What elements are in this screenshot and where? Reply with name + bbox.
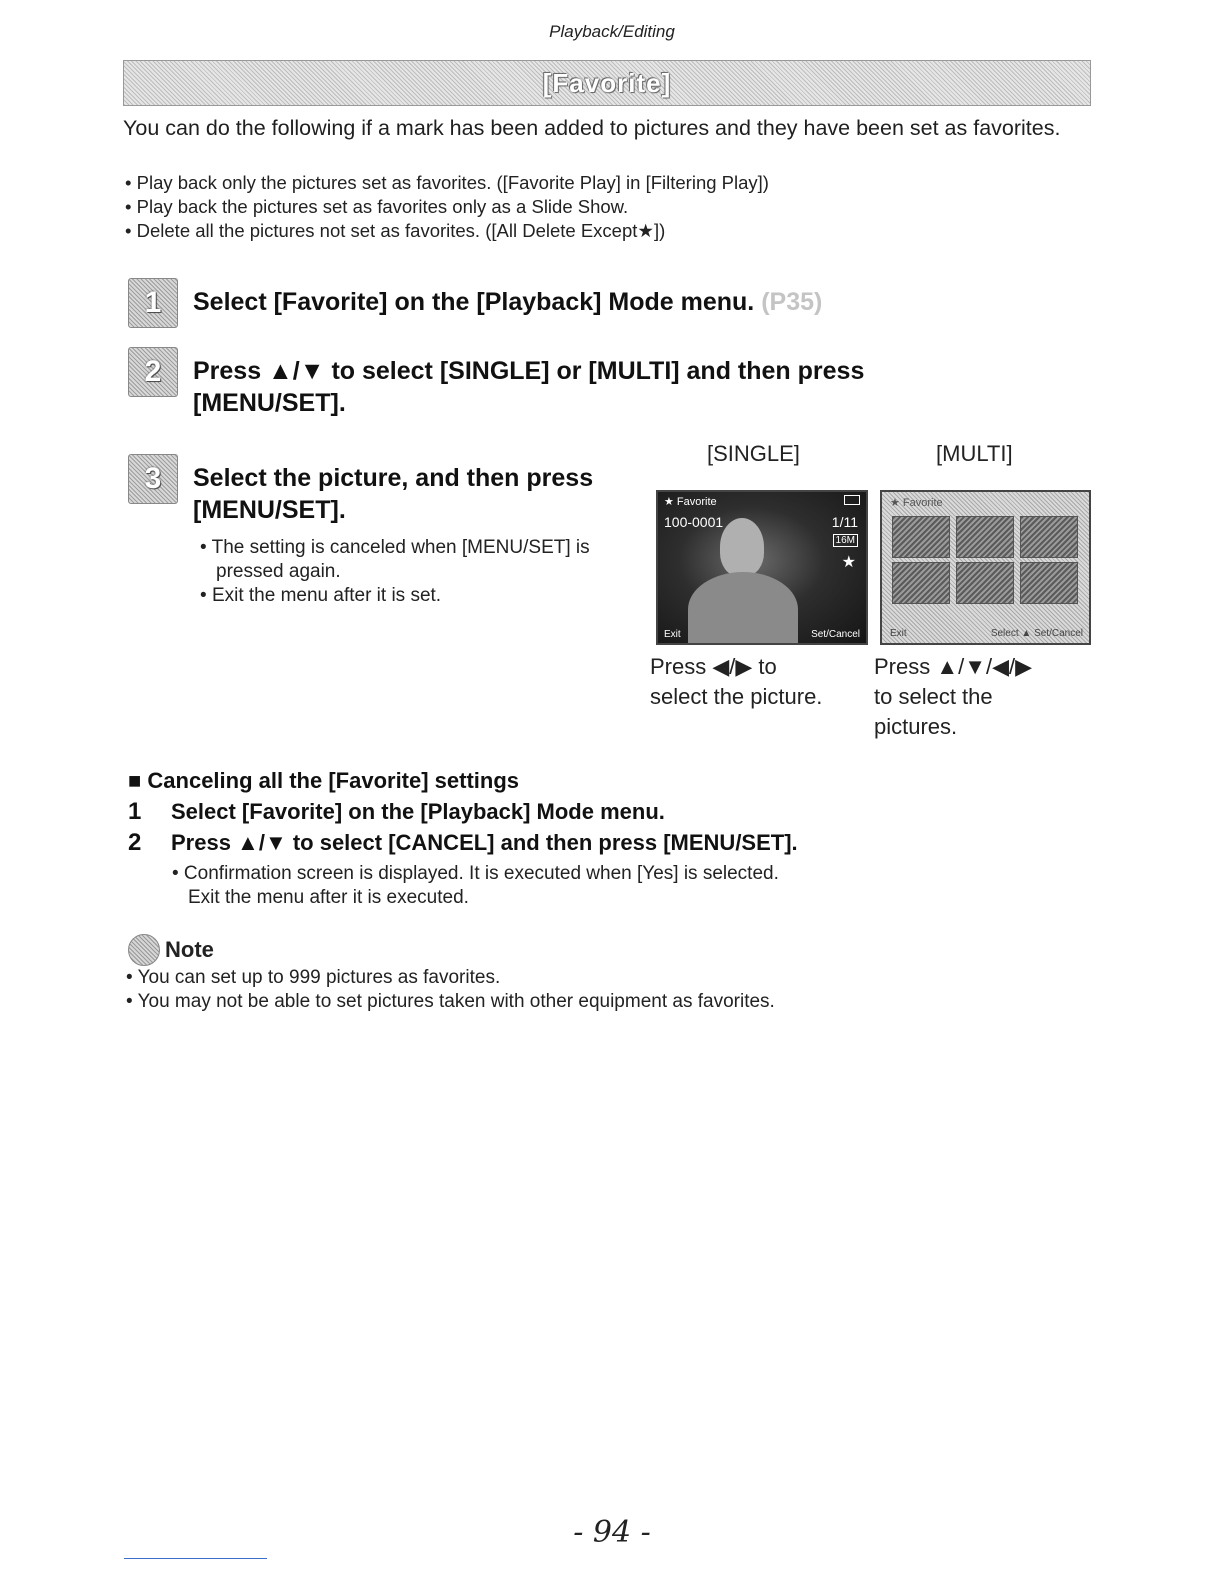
step-3-bullet: • Exit the menu after it is set. bbox=[196, 584, 636, 608]
page-reference: (P35) bbox=[761, 288, 823, 316]
favorite-mode-indicator: ★ Favorite bbox=[664, 496, 717, 508]
favorite-star-icon: ★ bbox=[841, 554, 856, 571]
step-3-text: Select the picture, and then press [MENU/SET]. bbox=[193, 464, 594, 524]
thumbnail bbox=[956, 562, 1014, 604]
multi-caption: Press ▲/▼/◀/▶ to select the pictures. bbox=[874, 654, 1033, 739]
battery-icon bbox=[844, 495, 860, 505]
cancel-step-1: 1 Select [Favorite] on the [Playback] Mode menu. bbox=[128, 798, 665, 825]
picture-count: 1/11 bbox=[831, 514, 858, 530]
thumbnail bbox=[1020, 516, 1078, 558]
select-set-cancel-hint: Select ▲ Set/Cancel bbox=[990, 628, 1083, 639]
step-1-text: Select [Favorite] on the [Playback] Mode menu. (P35) bbox=[193, 288, 823, 316]
multi-playback-screen bbox=[880, 490, 1091, 645]
note-heading: Note bbox=[128, 934, 214, 966]
thumbnail bbox=[1020, 562, 1078, 604]
favorite-mode-indicator: ★ Favorite bbox=[890, 497, 943, 509]
step-2-badge: 2 bbox=[128, 347, 178, 397]
thumbnail bbox=[956, 516, 1014, 558]
subject-photo bbox=[720, 518, 764, 576]
intro-bullet-list bbox=[125, 171, 769, 243]
note-bullet: • You may not be able to set pictures taken with other equipment as favorites. bbox=[126, 990, 775, 1014]
single-label: [SINGLE] bbox=[707, 441, 800, 466]
cancel-bullet: • Confirmation screen is displayed. It is executed when [Yes] is selected. bbox=[172, 863, 779, 884]
page-title: [Favorite] bbox=[542, 67, 672, 98]
step-3-bullets bbox=[196, 536, 636, 608]
intro-bullet: • Play back only the pictures set as favorites. ([Favorite Play] in [Filtering Play]) bbox=[125, 171, 769, 195]
single-playback-screen bbox=[656, 490, 868, 645]
title-banner bbox=[123, 60, 1091, 106]
cancel-bullets bbox=[172, 862, 779, 910]
step-1-badge: 1 bbox=[128, 278, 178, 328]
folder-number: 100-0001 bbox=[664, 514, 724, 530]
page-number: - 94 - bbox=[573, 1515, 651, 1550]
cancel-step-2: 2 Press ▲/▼ to select [CANCEL] and then press [MENU/SET]. bbox=[128, 829, 798, 856]
intro-paragraph: You can do the following if a mark has been added to pictures and they have been set as favorites. bbox=[123, 116, 1061, 140]
note-icon bbox=[128, 934, 160, 966]
thumbnail bbox=[892, 562, 950, 604]
step-3-badge: 3 bbox=[128, 454, 178, 504]
exit-hint: Exit bbox=[664, 629, 681, 640]
canceling-heading: ■ Canceling all the [Favorite] settings bbox=[128, 768, 520, 793]
step-3-bullet: • The setting is canceled when [MENU/SET] is pressed again. bbox=[196, 536, 636, 584]
section-header: Playback/Editing bbox=[549, 22, 675, 41]
footer-rule bbox=[124, 1558, 267, 1559]
cancel-bullet-continued: Exit the menu after it is executed. bbox=[188, 887, 469, 908]
subject-body-photo bbox=[688, 572, 798, 645]
picture-size-badge: 16M bbox=[833, 534, 858, 547]
thumbnail bbox=[892, 516, 950, 558]
single-caption: Press ◀/▶ to select the picture. bbox=[650, 654, 823, 709]
multi-label: [MULTI] bbox=[936, 441, 1013, 466]
step-2-text: Press ▲/▼ to select [SINGLE] or [MULTI] and then press [MENU/SET]. bbox=[193, 357, 865, 417]
exit-hint: Exit bbox=[890, 628, 907, 639]
note-bullet: • You can set up to 999 pictures as favorites. bbox=[126, 966, 775, 990]
intro-bullet: • Delete all the pictures not set as favorites. ([All Delete Except★]) bbox=[125, 219, 769, 243]
intro-bullet: • Play back the pictures set as favorites only as a Slide Show. bbox=[125, 195, 769, 219]
note-bullet-list bbox=[126, 966, 775, 1014]
set-cancel-hint: Set/Cancel bbox=[811, 629, 860, 640]
